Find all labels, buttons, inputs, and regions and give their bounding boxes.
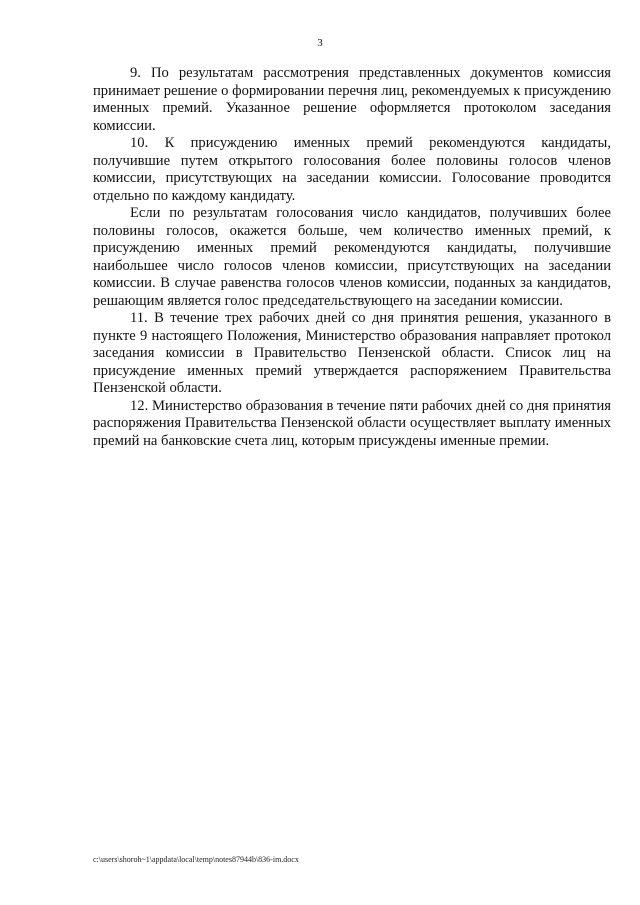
paragraph-11: 11. В течение трех рабочих дней со дня принятия решения, указанного в пункте 9 настоящего Положения, Министерство образования направляет протокол заседания комиссии в Правительство Пензенской области. Список лиц на присуждение именных премий утверждается распоряжением Правительства Пензенской области. [93, 310, 611, 396]
paragraph-10: 10. К присуждению именных премий рекомендуются кандидаты, получившие путем открытого голосования более половины голосов членов комиссии, присутствующих на заседании комиссии. Голосование проводится отдельно по каждому кандидату. [93, 135, 611, 204]
paragraph-10-continued: Если по результатам голосования число кандидатов, получивших более половины голосов, окажется больше, чем количество именных премий, к присуждению именных премий рекомендуются кандидаты, получившие наибольшее число голосов членов комиссии, присутствующих на заседании комиссии. В случае равенства голосов членов комиссии, поданных за кандидатов, решающим является голос председательствующего на заседании комиссии. [93, 205, 611, 309]
document-body [93, 65, 611, 450]
page-number: 3 [317, 37, 323, 49]
footer-file-path: c:\users\shoroh~1\appdata\local\temp\notes87944b\836-im.docx [93, 855, 299, 864]
paragraph-9: 9. По результатам рассмотрения представленных документов комиссия принимает решение о формировании перечня лиц, рекомендуемых к присуждению именных премий. Указанное решение оформляется протоколом заседания комиссии. [93, 65, 611, 134]
paragraph-12: 12. Министерство образования в течение пяти рабочих дней со дня принятия распоряжения Правительства Пензенской области осуществляет выплату именных премий на банковские счета лиц, которым присуждены именные премии. [93, 397, 611, 449]
